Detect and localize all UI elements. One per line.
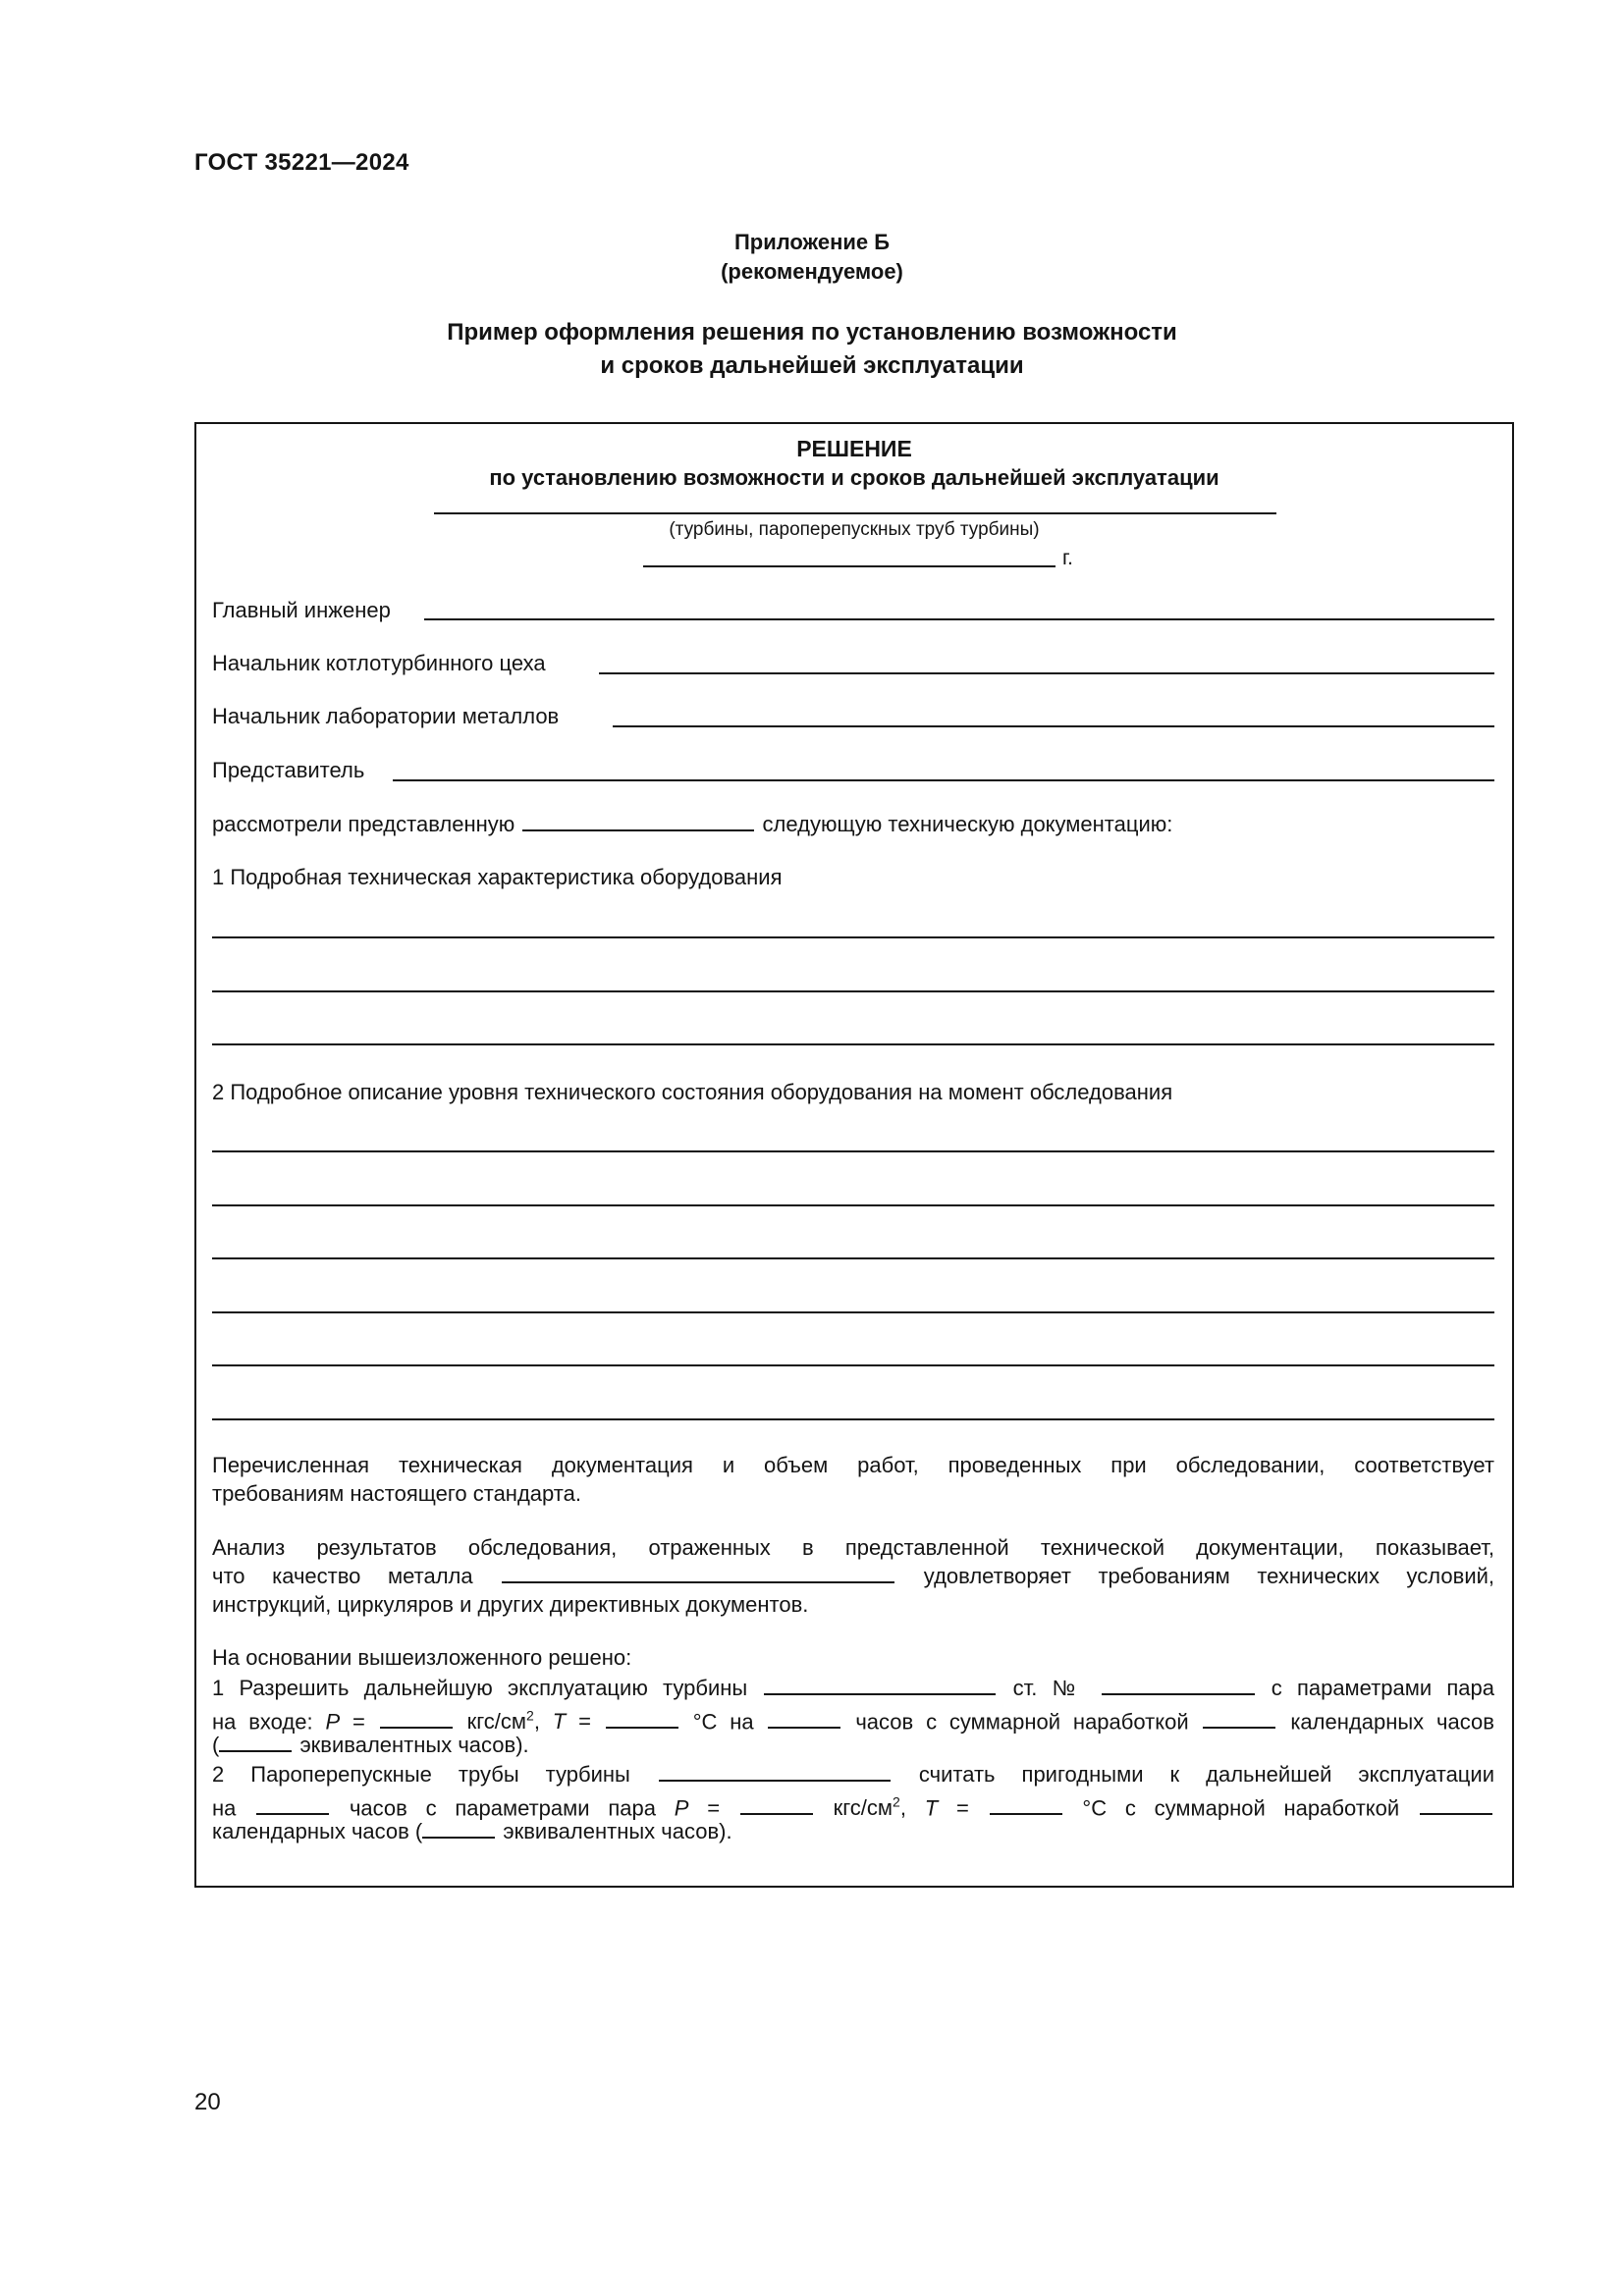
- item-2-label: 2 Подробное описание уровня технического состояния оборудования на момент обследования: [212, 1080, 1173, 1104]
- page-number: 20: [194, 2089, 221, 2115]
- annex-title: [0, 316, 1624, 383]
- dec2-p-symbol: P: [674, 1795, 689, 1821]
- decision-2-line-1: [212, 1760, 1494, 1789]
- dec2-kgs: кгс/см: [833, 1795, 893, 1821]
- dec2-t-symbol: T: [924, 1795, 939, 1821]
- representative-field[interactable]: [393, 779, 1494, 781]
- object-hint: (турбины, пароперепускных труб турбины): [669, 519, 1040, 540]
- item-2-line-2[interactable]: [212, 1204, 1494, 1206]
- dec1-operating-time-field[interactable]: [1203, 1707, 1275, 1729]
- decision-1-line-3: [212, 1731, 1494, 1759]
- dec2-hours-field[interactable]: [256, 1793, 329, 1815]
- item-2-line-6[interactable]: [212, 1418, 1494, 1420]
- form-subheading: по установлению возможности и сроков дальнейшей эксплуатации: [489, 465, 1219, 490]
- reviewed-statement: [212, 810, 1172, 838]
- shop-head-label: Начальник котлотурбинного цеха: [212, 651, 546, 675]
- dec1-text-d: на входе:: [212, 1709, 313, 1735]
- dec2-cal-open: календарных часов (: [212, 1819, 423, 1843]
- dec1-sup: 2: [526, 1708, 534, 1724]
- annex-title-line-1: Пример оформления решения по установлению возможности: [447, 319, 1177, 346]
- dec1-comma: ,: [533, 1709, 540, 1735]
- dec1-equiv-hours-field[interactable]: [219, 1731, 292, 1752]
- dec2-comma: ,: [899, 1795, 906, 1821]
- reviewed-after: следующую техническую документацию:: [762, 812, 1173, 836]
- annex-title-line-2: и сроков дальнейшей эксплуатации: [600, 352, 1024, 379]
- dec2-sup: 2: [893, 1794, 900, 1810]
- dec2-text-c: на: [212, 1795, 237, 1821]
- dec2-temperature-field[interactable]: [990, 1793, 1062, 1815]
- shop-head-field[interactable]: [599, 672, 1494, 674]
- dec1-kgs: кгс/см: [466, 1709, 527, 1735]
- dec1-hours-total: часов с суммарной наработкой: [855, 1709, 1189, 1735]
- item-1-line-2[interactable]: [212, 990, 1494, 992]
- reviewed-before: рассмотрели представленную: [212, 812, 515, 836]
- dec2-deg-total: °С с суммарной наработкой: [1082, 1795, 1400, 1821]
- para-2-before: что качество металла: [212, 1564, 473, 1588]
- chief-engineer-field[interactable]: [424, 618, 1494, 620]
- para-1-line-1: Перечисленная техническая документация и объем работ, проведенных при обследовании, соответствует: [212, 1453, 1494, 1477]
- object-name-field[interactable]: [434, 512, 1276, 514]
- annex-heading: [0, 228, 1624, 287]
- dec1-equiv: эквивалентных часов).: [299, 1733, 529, 1757]
- dec1-text-c: с параметрами пара: [1271, 1676, 1494, 1700]
- dec1-t-symbol: T: [552, 1709, 567, 1735]
- dec1-deg-on: °С на: [692, 1709, 754, 1735]
- item-2-line-5[interactable]: [212, 1364, 1494, 1366]
- dec2-equiv-hours-field[interactable]: [422, 1817, 495, 1839]
- document-header: ГОСТ 35221—2024: [194, 149, 409, 176]
- annex-label: Приложение Б: [733, 230, 891, 254]
- dec2-eq-2: =: [955, 1795, 969, 1821]
- dec1-eq-2: =: [578, 1709, 591, 1735]
- metal-quality-field[interactable]: [502, 1562, 894, 1583]
- lab-head-label: Начальник лаборатории металлов: [212, 704, 560, 728]
- decision-1-line-1: [212, 1674, 1494, 1702]
- chief-engineer-label: Главный инженер: [212, 598, 391, 622]
- dec2-pressure-field[interactable]: [740, 1793, 813, 1815]
- para-2-after: удовлетворяет требованиям технических условий,: [923, 1564, 1495, 1588]
- dec1-hours-field[interactable]: [768, 1707, 840, 1729]
- dec1-p-symbol: P: [325, 1709, 341, 1735]
- dec1-station-no-field[interactable]: [1102, 1674, 1255, 1695]
- dec2-text-a: 2 Пароперепускные трубы турбины: [212, 1762, 630, 1787]
- reviewed-field[interactable]: [522, 810, 754, 831]
- decision-intro: На основании вышеизложенного решено:: [212, 1645, 632, 1670]
- dec2-equiv: эквивалентных часов).: [503, 1819, 732, 1843]
- dec1-open-paren: (: [212, 1733, 220, 1757]
- item-1-line-1[interactable]: [212, 936, 1494, 938]
- dec2-turbine-field[interactable]: [659, 1760, 891, 1782]
- item-2-line-4[interactable]: [212, 1311, 1494, 1313]
- dec1-temperature-field[interactable]: [606, 1707, 678, 1729]
- dec2-operating-time-field[interactable]: [1420, 1793, 1492, 1815]
- para-1-line-2: требованиям настоящего стандарта.: [212, 1481, 581, 1506]
- para-2-line-2: [212, 1562, 1494, 1590]
- dec1-cal-hours: календарных часов: [1290, 1709, 1494, 1735]
- dec2-text-d: часов с параметрами пара: [349, 1795, 656, 1821]
- lab-head-field[interactable]: [613, 725, 1494, 727]
- year-suffix: г.: [1062, 547, 1073, 569]
- dec1-pressure-field[interactable]: [380, 1707, 453, 1729]
- representative-label: Представитель: [212, 758, 365, 782]
- item-1-label: 1 Подробная техническая характеристика оборудования: [212, 865, 783, 889]
- decision-2-line-3: [212, 1817, 1494, 1845]
- item-1-line-3[interactable]: [212, 1043, 1494, 1045]
- date-field[interactable]: [643, 565, 1056, 567]
- para-2-line-3: инструкций, циркуляров и других директивных документов.: [212, 1592, 809, 1617]
- dec1-text-a: 1 Разрешить дальнейшую эксплуатацию турбины: [212, 1676, 748, 1700]
- item-2-line-3[interactable]: [212, 1257, 1494, 1259]
- dec1-text-b: ст. №: [1012, 1676, 1085, 1700]
- decision-form: [194, 422, 1514, 1888]
- dec2-text-b: считать пригодными к дальнейшей эксплуатации: [918, 1762, 1494, 1787]
- dec1-turbine-field[interactable]: [764, 1674, 996, 1695]
- dec1-eq-1: =: [352, 1709, 365, 1735]
- item-2-line-1[interactable]: [212, 1150, 1494, 1152]
- annex-type: (рекомендуемое): [721, 259, 903, 284]
- dec2-eq-1: =: [707, 1795, 721, 1821]
- form-heading: РЕШЕНИЕ: [796, 436, 912, 461]
- para-2-line-1: Анализ результатов обследования, отраженных в представленной технической документации, показывает,: [212, 1535, 1494, 1560]
